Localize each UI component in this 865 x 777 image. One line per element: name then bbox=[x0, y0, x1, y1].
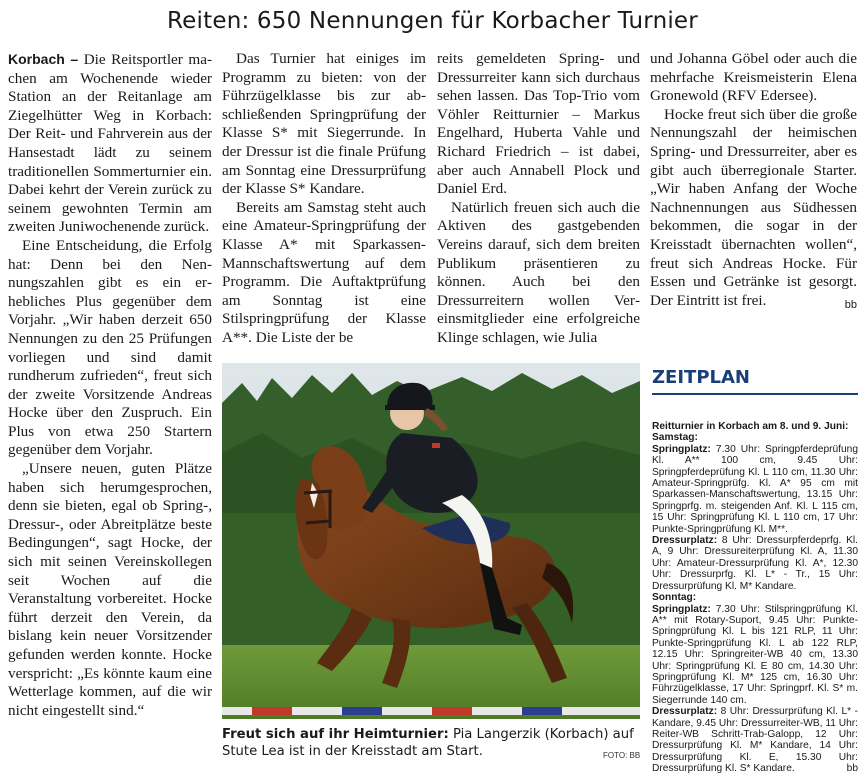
article-column-3 bbox=[437, 50, 640, 348]
zeitplan-day-samstag: Samstag: bbox=[652, 432, 698, 444]
zeitplan-heading: Reitturnier in Korbach am 8. und 9. Juni: bbox=[652, 421, 849, 432]
zeitplan-entry bbox=[652, 604, 858, 707]
zeitplan-entry bbox=[652, 706, 858, 774]
article-paragraph: reits gemeldeten Spring- und Dressurreiter kann sich durchaus sehen lassen. Das Top-Trio vom Vöhler Reitturnier – Markus Engelhard, Huberta Vahle und Richard Friedrich – ist dabei, aber auch Annabell Plock und Daniel Erd. bbox=[437, 50, 640, 198]
zeitplan-signature: bb bbox=[846, 763, 858, 775]
paragraph-text: Die Reitsportler machen am Wochenende wieder Station an der Reitanlage am Ziegelhütter Weg in Korbach: Der Reit- und Fahrverein aus der Hansestadt lädt zu seinem traditionellen Sommerturnier ein. Dabei kehrt der Verein zurück zu seinem gewohnten Termin am zweiten Juniwochenende zurück. bbox=[8, 51, 212, 236]
entry-text: 7.30 Uhr: Springpferdeprüfung Kl. A** 100 cm, 9.45 Uhr: Springpferdeprüfung Kl. L 110 cm, 11.30 Uhr: Amateur-Springprüfg. Kl. A* 95 cm mit Sparkassen-Manschaftswertung, 13.15 Uhr: Springprfg. m. steigenden Anf. Kl. L 115 cm, 15 Uhr: Springprüfung Kl. L 110 cm, 17 Uhr: Punkte-Springprüfung Kl. M**. bbox=[652, 443, 858, 535]
rider-horse-photo bbox=[222, 363, 640, 719]
article-paragraph: und Johanna Göbel oder auch die mehrfache Kreismeisterin Elena Gronewold (RFV Edersee). bbox=[650, 50, 857, 105]
article-photo bbox=[222, 363, 640, 719]
venue-label: Springplatz: bbox=[652, 603, 711, 615]
article-column-4 bbox=[650, 50, 857, 314]
entry-text: 7.30 Uhr: Stilspringprüfung Kl. A** mit Rotary-Suport, 9.45 Uhr: Punkte-Springprüfung Kl. L bis 121 RLP, 11 Uhr: Punkte-Springprüfung Kl. L ab 122 RLP, 12.15 Uhr: Springreiter-WB 40 cm, 13.30 Uhr: Springprüfung Kl. E 80 cm, 14.30 Uhr: Springprüfung Kl. M* 125 cm, 16.30 Uhr: Führzügelklasse, 17 Uhr: Springprf. Kl. S* m. Siegerrunde 140 cm. bbox=[652, 603, 858, 706]
article-paragraph: Eine Entscheidung, die Erfolg hat: Denn bei den Nennungszahlen gibt es ein erhebliches Plus gegenüber dem Vorjahr. „Wir haben derzeit 650 Nennungen zu den 25 Prüfungen vorliegen und sind damit rundherum zufrieden“, freut sich der zweite Vorsitzende Andreas Hocke über den Zuspruch. Ein Plus von etwa 250 Startern gegenüber dem Vorjahr. bbox=[8, 236, 212, 459]
article-column-2 bbox=[222, 50, 426, 348]
article-column-1 bbox=[8, 50, 212, 720]
caption-text: Pia Langerzik (Korbach) auf Stute Lea ist in der Kreisstadt am Start. bbox=[222, 727, 634, 759]
photo-credit: FOTO: BB bbox=[603, 751, 641, 760]
venue-label: Springplatz: bbox=[652, 443, 711, 455]
author-signature: bb bbox=[844, 298, 857, 311]
zeitplan-entry bbox=[652, 444, 858, 535]
article-paragraph: „Unsere neuen, guten Plätze haben sich herumgesprochen, denn sie bieten, egal ob Spring-, Dressur-, oder Abreitplätze beste Bedingungen“, sagt Hocke, der sich mit seinen Vereinskollegen seit Wochen auf die Veranstaltung vorbereitet. Hocke führt derzeit den Verein, da bislang kein neuer Vorsitzender gefunden werden konnte. Hocke verspricht: „Es könnte kaum eine Wetterlage kommen, auf die wir nicht eingestellt sind.“ bbox=[8, 460, 212, 719]
zeitplan-rule bbox=[652, 393, 858, 395]
paragraph-text: Hocke freut sich über die große Nennungszahl der heimischen Spring- und Dressurreiter, aber es gibt auch überregionale Starter. „Wir haben Anfang der Woche Nachnennungen aus Südhessen bekommen, die sogar in der Kreisstadt übernachten wollen“, freut sich Andreas Hocke. Für Essen und Getränke ist gesorgt. Der Eintritt ist frei. bbox=[650, 105, 857, 309]
entry-text: 8 Uhr: Dressurpferdeprfg. Kl. A, 9 Uhr: Dressureiterprüfung Kl. A, 11.30 Uhr: Amateur-Dressurprüfung Kl. A*, 12.30 Uhr: Dressurprfg. Kl. L* - Tr., 15 Uhr: Dressurprüfung Kl. M* Kandare. bbox=[652, 535, 858, 592]
article-paragraph: Bereits am Samstag steht auch eine Amateur-Springprüfung der Klasse A* mit Sparkassen-Mannschaftswertung auf dem Programm. Die Auftaktprüfung am Sonntag ist eine Stilspringprüfung der Klasse A**. Die Liste der be bbox=[222, 198, 426, 346]
photo-caption bbox=[222, 726, 640, 760]
article-paragraph: Natürlich freuen sich auch die Aktiven des gastgebenden Vereins darauf, sich dem breiten Publikum präsentieren zu können. Auch bei den Dressurreitern wollen Vereinsmitglieder eine erfolgreiche Klinge schlagen, wie Julia bbox=[437, 198, 640, 346]
venue-label: Dressurplatz: bbox=[652, 706, 718, 718]
caption-lead: Freut sich auf ihr Heimturnier: bbox=[222, 727, 449, 742]
zeitplan-title: ZEITPLAN bbox=[652, 367, 750, 388]
zeitplan-day-sonntag: Sonntag: bbox=[652, 592, 697, 604]
article-paragraph bbox=[650, 106, 857, 311]
zeitplan-entry bbox=[652, 535, 858, 592]
article-paragraph: Das Turnier hat einiges im Programm zu bieten: von der Führzügelklasse bis zur abschließenden Springprüfung der Klasse S* mit Siegerrunde. In der Dressur ist die finale Prüfung am Sonntag eine Dressurprüfung der Klasse S* Kandare. bbox=[222, 50, 426, 198]
article-paragraph bbox=[8, 50, 212, 237]
venue-label: Dressurplatz: bbox=[652, 535, 718, 547]
headline: Reiten: 650 Nennungen für Korbacher Turnier bbox=[167, 8, 698, 34]
entry-text: 8 Uhr: Dressurprüfung Kl. L* - Kandare, 9.45 Uhr: Dressurreiter-WB, 11 Uhr: Reiter-WB Schritt-Trab-Galopp, 12 Uhr: Dressurprüfung Kl. M* Kandare, 14 Uhr: Dressurprüfung Kl. E, 15.30 Uhr: Dressurprüfung Kl. S* Kandare. bbox=[652, 706, 858, 775]
zeitplan-box bbox=[652, 421, 858, 775]
dateline: Korbach – bbox=[8, 51, 79, 67]
